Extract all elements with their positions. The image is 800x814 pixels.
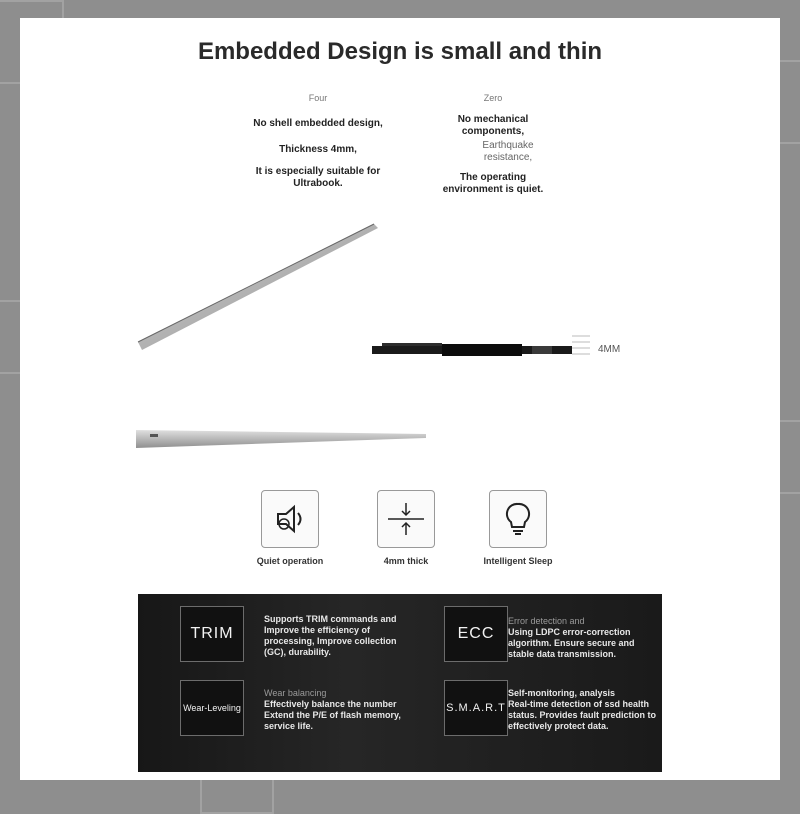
feature-icon-box [261,490,319,548]
lightbulb-icon [503,501,533,537]
smart-description [508,688,658,732]
feature-label: 4mm thick [383,556,429,566]
feature-intelligent-sleep [458,490,578,567]
page-title: Embedded Design is small and thin [197,38,603,65]
wear-leveling-title: Wear balancing [264,688,327,698]
trim-body: Improve the efficiency of processing, Improve collection (GC), durability. [264,625,397,657]
left-line-2: Thickness 4mm, [279,144,357,155]
feature-icon-box [489,490,547,548]
wear-leveling-body: Effectively balance the number Extend the P/E of flash memory, service life. [264,699,401,731]
right-line-2: Earthquake resistance, [482,140,534,163]
feature-label: Intelligent Sleep [483,556,553,566]
right-line-1: No mechanical components, [457,114,529,137]
ecc-title: Error detection and [508,616,585,626]
ssd-flat-side-image [136,422,436,462]
trim-title: Supports TRIM commands and [264,614,397,624]
thickness-arrows-icon [386,501,426,537]
feature-4mm-thick [346,490,466,567]
feature-icon-box [377,490,435,548]
wear-leveling-description [264,688,414,732]
thickness-4mm-label: 4MM [598,344,621,355]
technology-panel [138,594,662,772]
wear-leveling-tile: Wear-Leveling [180,680,244,736]
ssd-side-profile-image [372,334,602,364]
left-line-1: No shell embedded design, [253,118,383,129]
trim-description [264,614,414,658]
right-line-3: The operating environment is quiet. [442,172,544,195]
smart-tile: S.M.A.R.T [444,680,508,736]
product-page [20,18,780,780]
ecc-description [508,616,658,660]
ecc-body: Using LDPC error-correction algorithm. Ensure secure and stable data transmission. [508,627,635,659]
speaker-icon [272,504,308,534]
smart-body: Real-time detection of ssd health status. Provides fault prediction to effectively protect data. [508,699,657,731]
left-column-header: Four [308,93,328,103]
trim-tile: TRIM [180,606,244,662]
feature-quiet-operation [230,490,350,567]
ssd-angled-image [132,218,392,358]
right-column-header: Zero [483,93,503,103]
left-line-3: It is especially suitable for Ultrabook. [255,166,381,189]
right-feature-column [438,92,548,196]
left-feature-column [248,92,388,190]
ecc-tile: ECC [444,606,508,662]
feature-label: Quiet operation [256,556,324,566]
smart-title: Self-monitoring, analysis [508,688,616,698]
